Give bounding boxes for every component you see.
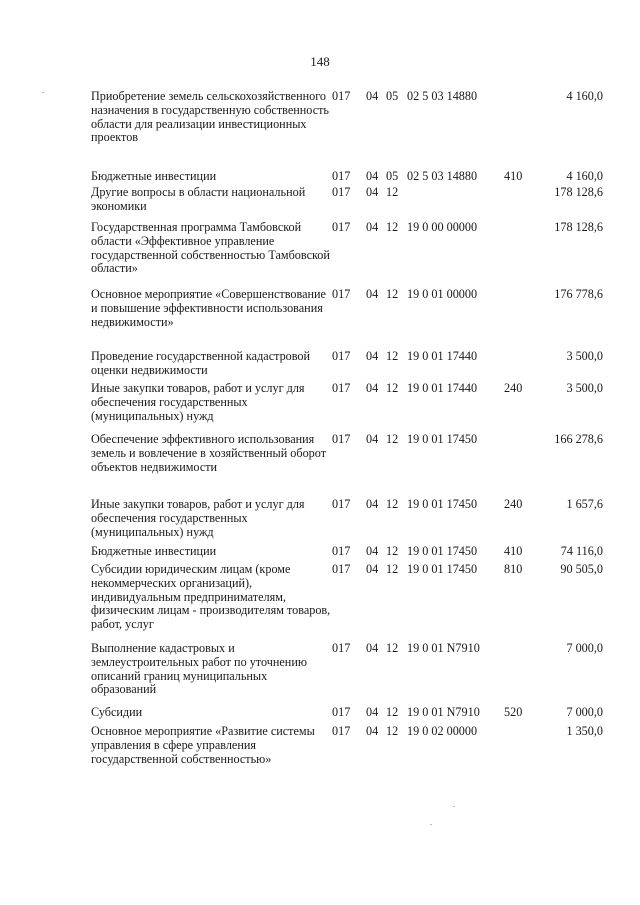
scan-speck xyxy=(42,92,44,93)
scan-speck xyxy=(430,824,432,825)
row-admin-code: 017 xyxy=(332,562,351,576)
row-amount: 176 778,6 xyxy=(554,287,603,301)
row-section-code: 04 xyxy=(366,381,379,395)
row-target-article: 19 0 00 00000 xyxy=(407,220,478,234)
row-admin-code: 017 xyxy=(332,185,351,199)
row-amount: 4 160,0 xyxy=(566,89,603,103)
row-section-code: 04 xyxy=(366,432,379,446)
row-admin-code: 017 xyxy=(332,641,351,655)
row-target-article: 19 0 01 N7910 xyxy=(407,705,480,719)
row-amount: 3 500,0 xyxy=(566,381,603,395)
row-description: Проведение государственной кадастровой оценки недвижимости xyxy=(91,349,311,377)
row-target-article: 19 0 01 17450 xyxy=(407,432,478,446)
row-expense-type: 240 xyxy=(504,497,523,511)
row-target-article: 19 0 01 17450 xyxy=(407,544,478,558)
row-target-article: 02 5 03 14880 xyxy=(407,169,478,183)
row-description: Основное мероприятие «Совершенствование и повышение эффективности использования недвижимости» xyxy=(91,287,326,329)
row-expense-type: 410 xyxy=(504,544,523,558)
row-subsection-code: 12 xyxy=(386,705,399,719)
row-admin-code: 017 xyxy=(332,705,351,719)
row-section-code: 04 xyxy=(366,641,379,655)
row-admin-code: 017 xyxy=(332,89,351,103)
row-subsection-code: 12 xyxy=(386,544,399,558)
row-amount: 74 116,0 xyxy=(560,544,603,558)
row-amount: 3 500,0 xyxy=(566,349,603,363)
row-expense-type: 240 xyxy=(504,381,523,395)
row-description: Государственная программа Тамбовской области «Эффективное управление государственной собственностью Тамбовской области» xyxy=(91,220,330,276)
row-amount: 178 128,6 xyxy=(554,220,603,234)
row-section-code: 04 xyxy=(366,169,379,183)
row-amount: 178 128,6 xyxy=(554,185,603,199)
row-section-code: 04 xyxy=(366,349,379,363)
row-description: Обеспечение эффективного использования земель и вовлечение в хозяйственный оборот объектов недвижимости xyxy=(91,432,327,474)
row-amount: 166 278,6 xyxy=(554,432,603,446)
row-expense-type: 810 xyxy=(504,562,523,576)
row-admin-code: 017 xyxy=(332,724,351,738)
row-section-code: 04 xyxy=(366,89,379,103)
row-target-article: 19 0 02 00000 xyxy=(407,724,478,738)
row-subsection-code: 12 xyxy=(386,562,399,576)
row-section-code: 04 xyxy=(366,724,379,738)
row-description: Выполнение кадастровых и землеустроительных работ по уточнению описаний границ муниципальных образований xyxy=(91,641,307,697)
row-expense-type: 520 xyxy=(504,705,523,719)
row-description: Иные закупки товаров, работ и услуг для обеспечения государственных (муниципальных) нужд xyxy=(91,497,305,539)
row-admin-code: 017 xyxy=(332,381,351,395)
row-target-article: 19 0 01 N7910 xyxy=(407,641,480,655)
row-section-code: 04 xyxy=(366,185,379,199)
row-subsection-code: 12 xyxy=(386,220,399,234)
row-section-code: 04 xyxy=(366,220,379,234)
row-target-article: 19 0 01 17440 xyxy=(407,349,478,363)
row-admin-code: 017 xyxy=(332,432,351,446)
row-description: Бюджетные инвестиции xyxy=(91,169,217,183)
row-admin-code: 017 xyxy=(332,287,351,301)
row-description: Субсидии xyxy=(91,705,143,719)
row-section-code: 04 xyxy=(366,544,379,558)
row-description: Иные закупки товаров, работ и услуг для обеспечения государственных (муниципальных) нужд xyxy=(91,381,305,423)
row-target-article: 19 0 01 17450 xyxy=(407,497,478,511)
row-amount: 1 657,6 xyxy=(566,497,603,511)
row-description: Субсидии юридическим лицам (кроме некоммерческих организаций), индивидуальным предпринимателям, физическим лицам - производителям товаров, работ, услуг xyxy=(91,562,331,632)
row-admin-code: 017 xyxy=(332,497,351,511)
row-description: Бюджетные инвестиции xyxy=(91,544,217,558)
row-amount: 4 160,0 xyxy=(566,169,603,183)
row-target-article: 19 0 01 00000 xyxy=(407,287,478,301)
row-subsection-code: 12 xyxy=(386,185,399,199)
row-subsection-code: 12 xyxy=(386,349,399,363)
row-subsection-code: 12 xyxy=(386,287,399,301)
row-expense-type: 410 xyxy=(504,169,523,183)
row-section-code: 04 xyxy=(366,562,379,576)
row-amount: 7 000,0 xyxy=(566,705,603,719)
row-admin-code: 017 xyxy=(332,349,351,363)
row-description: Другие вопросы в области национальной экономики xyxy=(91,185,306,213)
row-section-code: 04 xyxy=(366,497,379,511)
row-target-article: 19 0 01 17450 xyxy=(407,562,478,576)
row-subsection-code: 12 xyxy=(386,641,399,655)
row-description: Приобретение земель сельскохозяйственного назначения в государственную собственность области для реализации инвестиционных проектов xyxy=(91,89,329,145)
row-amount: 1 350,0 xyxy=(566,724,603,738)
row-amount: 90 505,0 xyxy=(560,562,603,576)
row-subsection-code: 12 xyxy=(386,381,399,395)
row-section-code: 04 xyxy=(366,705,379,719)
row-description: Основное мероприятие «Развитие системы управления в сфере управления государственной собственностью» xyxy=(91,724,315,766)
row-subsection-code: 12 xyxy=(386,497,399,511)
row-subsection-code: 05 xyxy=(386,89,399,103)
row-admin-code: 017 xyxy=(332,544,351,558)
row-admin-code: 017 xyxy=(332,220,351,234)
row-subsection-code: 12 xyxy=(386,724,399,738)
row-section-code: 04 xyxy=(366,287,379,301)
row-subsection-code: 05 xyxy=(386,169,399,183)
row-subsection-code: 12 xyxy=(386,432,399,446)
row-target-article: 02 5 03 14880 xyxy=(407,89,478,103)
scan-speck xyxy=(453,806,455,807)
row-amount: 7 000,0 xyxy=(566,641,603,655)
page-number: 148 xyxy=(310,54,330,69)
row-target-article: 19 0 01 17440 xyxy=(407,381,478,395)
row-admin-code: 017 xyxy=(332,169,351,183)
